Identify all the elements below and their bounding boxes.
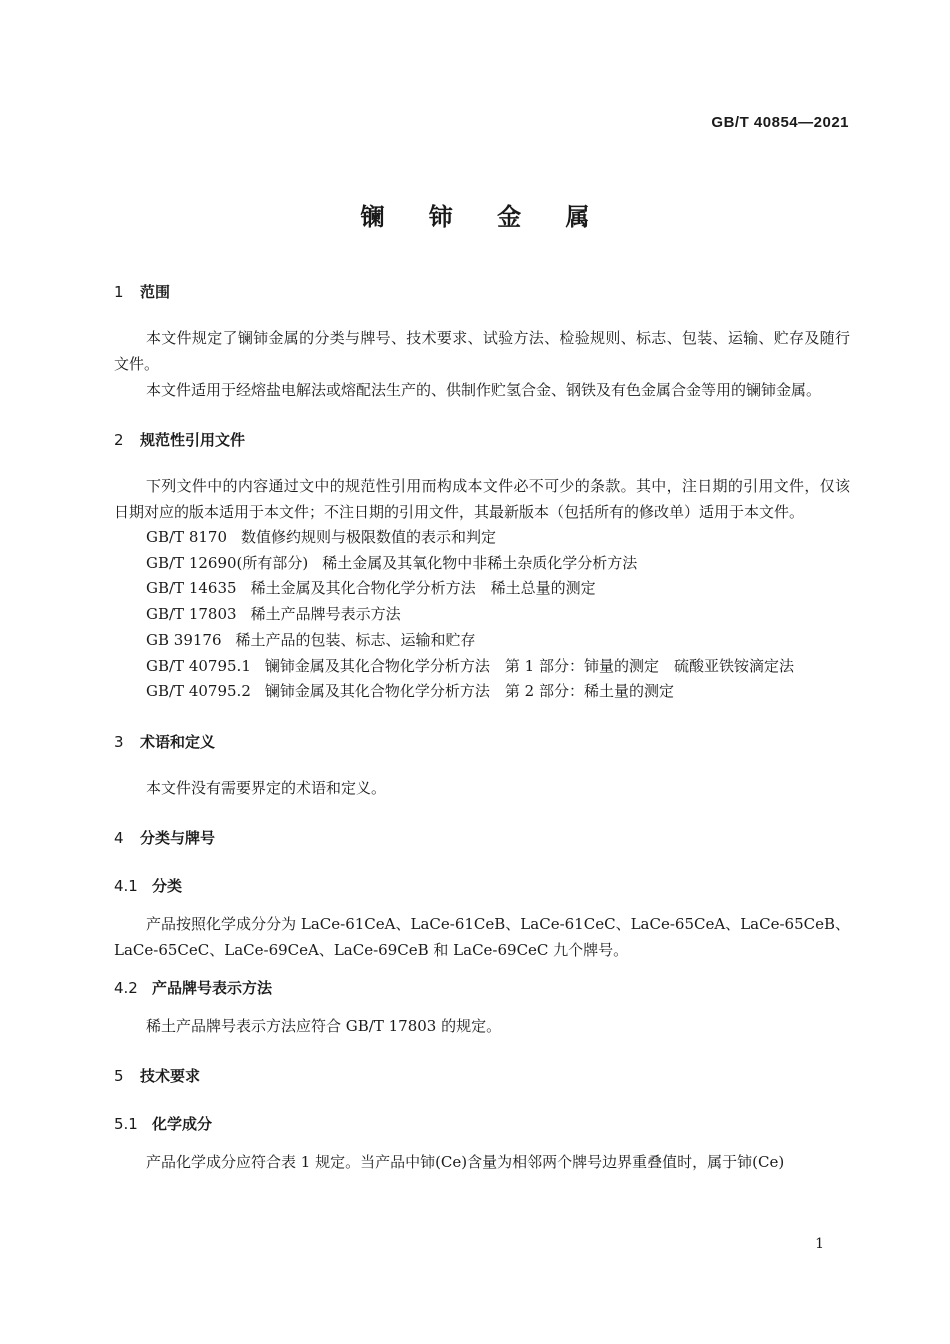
subsection-5-1-heading [114, 1113, 850, 1135]
chemical-composition-paragraph: 产品化学成分应符合表 1 规定。当产品中铈(Ce)含量为相邻两个牌号边界重叠值时，属于铈(Ce) [146, 1152, 785, 1171]
document-title: 镧 铈 金 属 [360, 203, 608, 231]
scope-paragraph-2: 本文件适用于经熔盐电解法或熔配法生产的、供制作贮氢合金、钢铁及有色金属合金等用的镧铈金属。 [146, 381, 822, 399]
subsection-4-1-heading [114, 875, 850, 897]
terms-paragraph: 本文件没有需要界定的术语和定义。 [146, 778, 387, 797]
section-5-heading [114, 1065, 850, 1087]
subsection-number: 5.1 [114, 1114, 138, 1133]
section-number: 1 [114, 283, 124, 301]
reference-item [114, 602, 850, 628]
scope-paragraph-1: 本文件规定了镧铈金属的分类与牌号、技术要求、试验方法、检验规则、标志、包装、运输、贮存及随行文件。 [114, 329, 850, 373]
reference-code: GB/T 40795.1 [146, 656, 251, 675]
subsection-4-2-heading [114, 977, 850, 999]
page-number: 1 [815, 1236, 824, 1252]
subsection-number: 4.2 [114, 978, 138, 997]
subsection-number: 4.1 [114, 876, 138, 895]
reference-list [114, 525, 850, 705]
reference-item [114, 679, 850, 705]
reference-title: 稀土产品牌号表示方法 [250, 605, 401, 624]
section-title: 范围 [140, 283, 171, 301]
classification-paragraph: 产品按照化学成分分为 LaCe-61CeA、LaCe-61CeB、LaCe-61CeC、LaCe-65CeA、LaCe-65CeB、LaCe-65CeC、LaCe-69CeA、LaCe-69CeB 和 LaCe-69CeC 九个牌号。 [114, 914, 850, 959]
reference-title: 稀土金属及其氧化物中非稀土杂质化学分析方法 [322, 553, 638, 572]
section-1-heading [114, 281, 850, 303]
standard-code: GB/T 40854—2021 [711, 114, 849, 131]
reference-item [114, 576, 850, 602]
reference-title: 数值修约规则与极限数值的表示和判定 [241, 528, 497, 546]
section-number: 4 [114, 828, 124, 847]
reference-item [114, 551, 850, 577]
reference-title: 镧铈金属及其化合物化学分析方法 第 1 部分：铈量的测定 硫酸亚铁铵滴定法 [264, 656, 794, 675]
reference-item [114, 525, 850, 551]
section-4-heading [114, 827, 850, 849]
section-3-heading [114, 731, 850, 753]
subsection-title: 化学成分 [152, 1114, 213, 1133]
grade-notation-paragraph: 稀土产品牌号表示方法应符合 GB/T 17803 的规定。 [146, 1016, 502, 1035]
reference-code: GB/T 12690(所有部分) [146, 553, 309, 572]
reference-item [114, 654, 850, 680]
reference-code: GB 39176 [146, 630, 222, 649]
reference-title: 稀土金属及其化合物化学分析方法 稀土总量的测定 [250, 579, 596, 598]
section-number: 5 [114, 1066, 124, 1085]
references-intro: 下列文件中的内容通过文中的规范性引用而构成本文件必不可少的条款。其中，注日期的引用文件，仅该日期对应的版本适用于本文件；不注日期的引用文件，其最新版本（包括所有的修改单）适用于本文件。 [114, 477, 850, 521]
section-title: 术语和定义 [140, 732, 216, 751]
reference-code: GB/T 8170 [146, 528, 228, 546]
section-title: 技术要求 [140, 1066, 201, 1085]
reference-code: GB/T 17803 [146, 605, 237, 624]
section-number: 3 [114, 732, 124, 751]
section-title: 分类与牌号 [140, 828, 216, 847]
section-number: 2 [114, 431, 124, 449]
section-2-heading [114, 429, 850, 451]
reference-item [114, 628, 850, 654]
reference-code: GB/T 14635 [146, 579, 237, 598]
reference-title: 镧铈金属及其化合物化学分析方法 第 2 部分：稀土量的测定 [264, 682, 674, 701]
section-title: 规范性引用文件 [140, 431, 246, 449]
document-body [114, 281, 850, 1175]
reference-code: GB/T 40795.2 [146, 682, 251, 701]
reference-title: 稀土产品的包装、标志、运输和贮存 [235, 630, 476, 649]
subsection-title: 分类 [152, 876, 183, 895]
subsection-title: 产品牌号表示方法 [152, 978, 273, 997]
